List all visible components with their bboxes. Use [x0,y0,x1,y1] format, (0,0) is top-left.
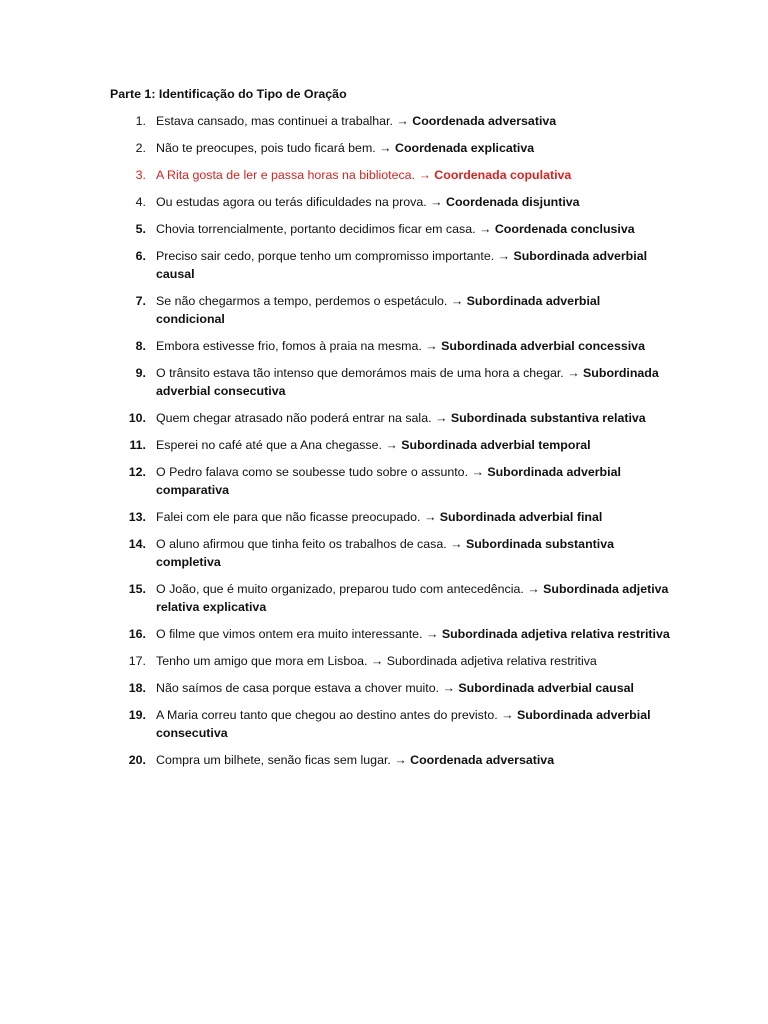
item-number: 16. [128,627,146,641]
arrow-icon: → [430,195,443,209]
item-number: 5. [135,222,146,236]
answer-classification: Subordinada substantiva relativa [450,411,646,425]
arrow-icon: → [425,339,438,353]
arrow-icon: → [501,708,514,722]
arrow-icon: → [450,294,464,308]
answer-classification: Subordinada adverbial consecutiva [156,708,651,740]
sentence-text: Embora estivesse frio, fomos à praia na mesma. [156,339,422,353]
list-item [110,112,670,130]
list-item [110,652,670,670]
answer-classification: Coordenada disjuntiva [446,195,580,209]
sentence-text: Quem chegar atrasado não poderá entrar na sala. [156,411,432,425]
item-number: 12. [128,465,146,479]
answer-classification: Subordinada adverbial comparativa [156,465,621,497]
sentence-text: A Maria correu tanto que chegou ao destino antes do previsto. [156,708,498,722]
sentence-text: Preciso sair cedo, porque tenho um compromisso importante. [156,249,495,263]
item-number: 13. [128,510,146,524]
item-number: 6. [135,249,146,263]
list-item [110,436,670,454]
item-number: 11. [129,438,146,452]
answer-classification: Coordenada adversativa [410,753,555,767]
list-item [110,166,670,184]
sentence-text: Se não chegarmos a tempo, perdemos o espetáculo. [156,294,448,308]
list-item [110,193,670,211]
arrow-icon: → [442,681,455,695]
exercise-list [110,112,670,778]
arrow-icon: → [385,438,398,452]
sentence-text: Chovia torrencialmente, portanto decidimos ficar em casa. [156,222,476,236]
sentence-text: O aluno afirmou que tinha feito os trabalhos de casa. [156,537,447,551]
list-item [110,580,670,616]
sentence-text: O João, que é muito organizado, preparou tudo com antecedência. [156,582,524,596]
list-item [110,535,670,571]
sentence-text: Ou estudas agora ou terás dificuldades na prova. [156,195,427,209]
answer-classification: Subordinada adjetiva relativa restritiva [441,627,670,641]
list-item [110,463,670,499]
answer-classification: Coordenada adversativa [412,114,557,128]
item-number: 8. [135,339,146,353]
arrow-icon: → [434,411,448,425]
sentence-text: Esperei no café até que a Ana chegasse. [156,438,382,452]
item-number: 9. [135,366,146,380]
arrow-icon: → [418,168,431,182]
sentence-text: Tenho um amigo que mora em Lisboa. [156,654,368,668]
answer-classification: Coordenada conclusiva [494,222,635,236]
answer-classification: Subordinada adverbial consecutiva [156,366,659,398]
answer-classification: Subordinada adverbial causal [458,681,634,695]
item-number: 20. [128,753,146,767]
sentence-text: Falei com ele para que não ficasse preocupado. [156,510,421,524]
answer-classification: Subordinada adverbial condicional [156,294,601,326]
sentence-text: Não saímos de casa porque estava a chover muito. [156,681,440,695]
arrow-icon: → [396,114,409,128]
list-item [110,220,670,238]
item-number: 17. [128,654,146,668]
arrow-icon: → [567,366,580,380]
answer-classification: Coordenada copulativa [434,168,572,182]
answer-classification: Coordenada explicativa [395,141,535,155]
list-item [110,139,670,157]
sentence-text: Não te preocupes, pois tudo ficará bem. [156,141,376,155]
section-heading: Parte 1: Identificação do Tipo de Oração [110,87,347,101]
item-number: 10. [128,411,146,425]
list-item [110,247,670,283]
answer-classification: Subordinada adverbial causal [156,249,648,281]
arrow-icon: → [479,222,492,236]
arrow-icon: → [497,249,510,263]
list-item [110,706,670,742]
item-number: 1. [135,114,146,128]
list-item [110,508,670,526]
arrow-icon: → [450,537,463,551]
sentence-text: O filme que vimos ontem era muito interessante. [156,627,423,641]
list-item [110,337,670,355]
item-number: 19. [128,708,146,722]
sentence-text: O trânsito estava tão intenso que demorámos mais de uma hora a chegar. [156,366,564,380]
arrow-icon: → [370,654,384,668]
item-number: 7. [135,294,146,308]
item-number: 14. [128,537,146,551]
arrow-icon: → [471,465,484,479]
list-item [110,625,670,643]
arrow-icon: → [527,582,540,596]
answer-classification: Subordinada substantiva completiva [156,537,614,569]
item-number: 2. [135,141,146,155]
answer-classification: Subordinada adverbial temporal [401,438,591,452]
item-number: 18. [128,681,146,695]
sentence-text: O Pedro falava como se soubesse tudo sobre o assunto. [156,465,469,479]
list-item [110,364,670,400]
answer-classification: Subordinada adverbial final [439,510,603,524]
arrow-icon: → [379,141,392,155]
answer-classification: Subordinada adjetiva relativa restritiva [386,654,597,668]
sentence-text: Estava cansado, mas continuei a trabalhar. [156,114,393,128]
sentence-text: A Rita gosta de ler e passa horas na biblioteca. [156,168,415,182]
item-number: 4. [135,195,146,209]
answer-classification: Subordinada adjetiva relativa explicativa [156,582,669,614]
item-number: 15. [128,582,146,596]
answer-classification: Subordinada adverbial concessiva [441,339,645,353]
list-item [110,409,670,427]
sentence-text: Compra um bilhete, senão ficas sem lugar. [156,753,391,767]
list-item [110,292,670,328]
item-number: 3. [135,168,146,182]
list-item [110,679,670,697]
arrow-icon: → [425,627,439,641]
arrow-icon: → [394,753,407,767]
arrow-icon: → [423,510,437,524]
list-item [110,751,670,769]
